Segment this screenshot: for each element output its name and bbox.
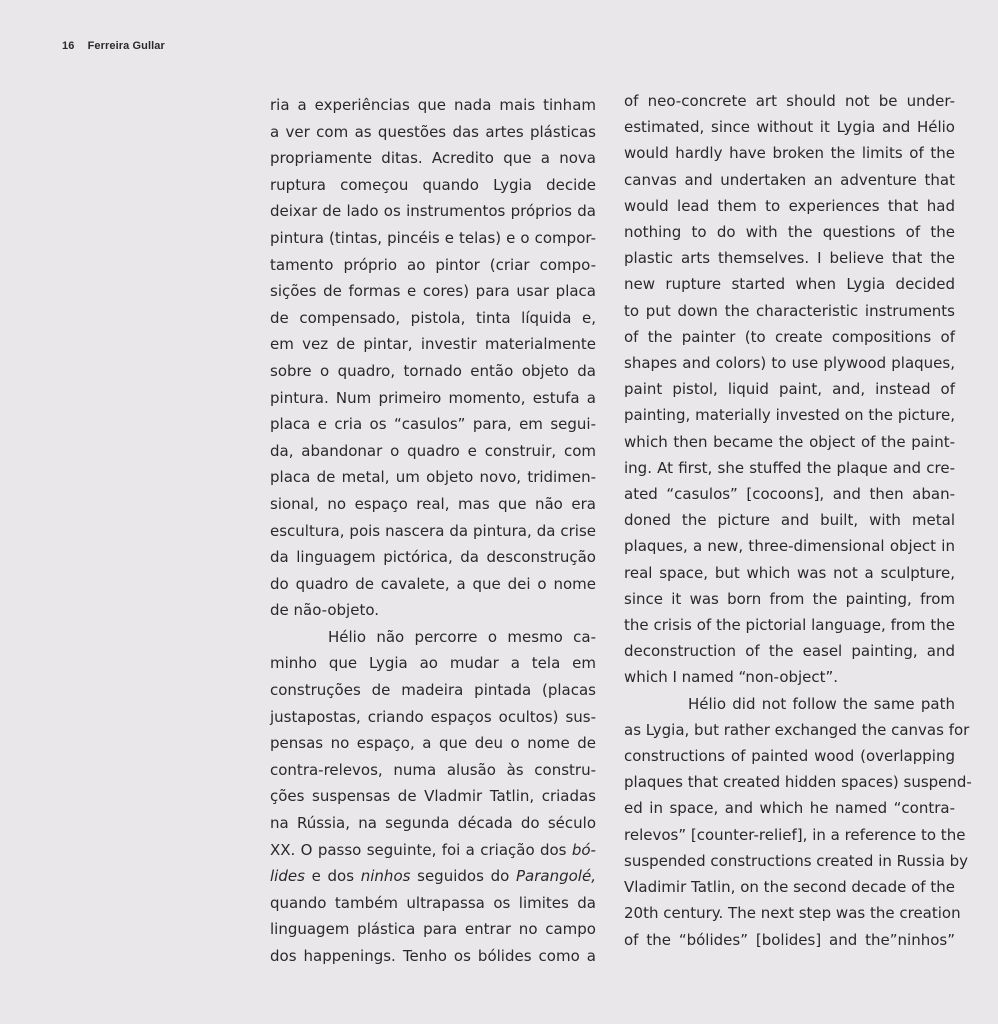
text-line: relevos” [counter-relief], in a reference to the [624, 825, 966, 844]
text-line: deconstruction of the easel painting, and [624, 642, 955, 661]
text-line: suspended constructions created in Russia by [624, 851, 969, 870]
text-line: real space, but which was not a sculpture, [624, 563, 955, 582]
italic-term: ninhos [360, 867, 411, 886]
text-line: Vladimir Tatlin, on the second decade of the [624, 878, 955, 897]
running-author: Ferreira Gullar [87, 40, 165, 52]
text-line [270, 863, 596, 890]
text-line: quando também ultrapassa os limites da [270, 893, 596, 912]
text-line: since it was born from the painting, from [624, 589, 955, 608]
text-line: plaques that created hidden spaces) suspend- [624, 773, 972, 792]
portuguese-column [270, 92, 596, 970]
text-line: construções de madeira pintada (placas [270, 681, 596, 700]
text-line: deixar de lado os instrumentos próprios da [270, 202, 596, 221]
text-line: doned the picture and built, with metal [624, 511, 955, 530]
text-line: of the “bólides” [bolides] and the”ninhos” [624, 930, 955, 949]
text-line: tamento próprio ao pintor (criar compo- [270, 255, 596, 274]
running-header [62, 40, 165, 52]
text-line: to put down the characteristic instruments [624, 301, 955, 320]
text-line: propriamente ditas. Acredito que a nova [270, 149, 596, 168]
text-line: which I named “non-object”. [624, 668, 839, 687]
text-line: linguagem plástica para entrar no campo [270, 920, 596, 939]
text-line: estimated, since without it Lygia and Hélio [624, 118, 955, 137]
text-line: ria a experiências que nada mais tinham [270, 96, 596, 114]
text-line: canvas and undertaken an adventure that [624, 170, 955, 189]
text-line: plastic arts themselves. I believe that the [624, 249, 955, 268]
text-line: escultura, pois nascera da pintura, da crise [270, 521, 596, 540]
text-line: would hardly have broken the limits of the [624, 144, 955, 163]
text-line: contra-relevos, numa alusão às constru- [270, 760, 596, 779]
text-line: na Rússia, na segunda década do século [270, 814, 596, 833]
text-line: de não-objeto. [270, 601, 380, 620]
text-line: plaques, a new, three-dimensional object in [624, 537, 955, 556]
text-line: the crisis of the pictorial language, from the [624, 616, 955, 635]
text-line: would lead them to experiences that had [624, 196, 955, 215]
text-segment: seguidos do [417, 867, 510, 886]
text-line: pintura (tintas, pincéis e telas) e o compor- [270, 228, 596, 247]
italic-term: lides [270, 867, 305, 886]
text-line: sional, no espaço real, mas que não era [270, 494, 596, 513]
text-line: new rupture started when Lygia decided [624, 275, 955, 294]
text-line: em vez de pintar, investir materialmente [270, 335, 596, 354]
text-line: pensas no espaço, a que deu o nome de [270, 734, 596, 753]
text-line: ated “casulos” [cocoons], and then aban- [624, 485, 955, 504]
text-line: paint pistol, liquid paint, and, instead of [624, 380, 955, 399]
text-line: painting, materially invested on the picture, [624, 406, 955, 425]
text-line: a ver com as questões das artes plásticas [270, 122, 596, 141]
italic-term: Parangolé, [516, 867, 596, 886]
text-line: pintura. Num primeiro momento, estufa a [270, 388, 596, 407]
text-line: ções suspensas de Vladmir Tatlin, criadas [270, 787, 596, 806]
italic-term: bó- [571, 840, 596, 859]
text-segment: e dos [311, 867, 355, 886]
text-line: dos happenings. Tenho os bólides como a [270, 947, 596, 965]
text-line: de compensado, pistola, tinta líquida e, [270, 308, 596, 327]
english-column [624, 88, 972, 953]
text-segment: XX. O passo seguinte, foi a criação dos [270, 840, 567, 859]
text-line: Hélio não percorre o mesmo ca- [328, 627, 596, 646]
text-line: ed in space, and which he named “contra- [624, 799, 955, 818]
text-line: of the painter (to create compositions of [624, 327, 955, 346]
text-line: sições de formas e cores) para usar placa [270, 282, 596, 301]
text-line: 20th century. The next step was the creation [624, 904, 961, 923]
text-line: which then became the object of the paint- [624, 432, 955, 451]
text-line: da, abandonar o quadro e construir, com [270, 441, 596, 460]
text-line: of neo-concrete art should not be under- [624, 92, 955, 110]
text-line [270, 837, 596, 864]
text-line: Hélio did not follow the same path [688, 694, 955, 713]
text-line: shapes and colors) to use plywood plaques, [624, 354, 955, 373]
text-line: da linguagem pictórica, da desconstrução [270, 548, 596, 567]
page-number: 16 [62, 40, 75, 52]
text-line: minho que Lygia ao mudar a tela em [270, 654, 596, 673]
text-line: placa de metal, um objeto novo, tridimen- [270, 468, 596, 487]
text-line: ing. At first, she stuffed the plaque and cre- [624, 458, 955, 477]
text-line: placa e cria os “casulos” para, em segui- [270, 415, 596, 434]
text-line: ruptura começou quando Lygia decide [270, 175, 596, 194]
text-line: justapostas, criando espaços ocultos) sus- [270, 707, 596, 726]
text-line: sobre o quadro, tornado então objeto da [270, 361, 596, 380]
text-line: nothing to do with the questions of the [624, 223, 955, 242]
text-line: do quadro de cavalete, a que dei o nome [270, 574, 596, 593]
text-line: as Lygia, but rather exchanged the canvas for [624, 720, 970, 739]
text-line: constructions of painted wood (overlapping [624, 747, 955, 766]
